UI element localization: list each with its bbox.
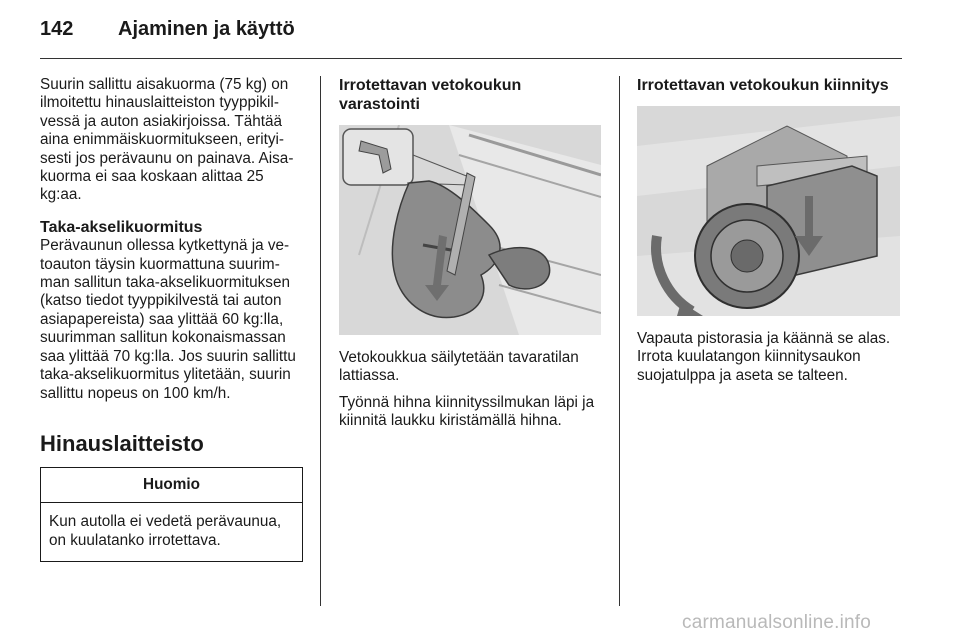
storage-paragraph-2: Työnnä hihna kiinnityssilmukan läpi ja kiinnitä laukku kiristämällä hihna.: [339, 393, 595, 430]
column-divider: [320, 76, 321, 606]
intro-paragraph: Suurin sallittu aisakuorma (75 kg) on ilmoitettu hinauslaitteiston tyyppikilvessä ja auton asiakirjoissa. Tähtää aina enimmäiskuormitukseen, erityisesti jos perävaunu on painava. Aisakuorma ei saa koskaan alittaa 25 kg:aa.: [40, 76, 294, 204]
column-2: [339, 76, 601, 431]
storage-heading: Irrotettavan vetokoukun varastointi: [339, 77, 522, 113]
towbar-mounting-illustration: [637, 106, 900, 316]
towbar-storage-illustration: [339, 125, 601, 335]
chapter-title: Ajaminen ja käyttö: [118, 18, 295, 40]
notice-title: Huomio: [41, 468, 302, 503]
column-1: [40, 76, 303, 562]
column-3: [637, 76, 903, 385]
page-header: [40, 18, 902, 58]
notice-box: [40, 467, 303, 562]
towing-heading: Hinauslaitteisto: [40, 430, 204, 456]
watermark: carmanualsonline.info: [682, 612, 872, 633]
towbar-bag-illustration-svg: [339, 125, 601, 335]
mounting-paragraph-1: Vapauta pistorasia ja käännä se alas. Irrota kuulatangon kiinnitysaukon suojatulppa ja aseta se talteen.: [637, 330, 891, 384]
page-number: 142: [40, 18, 74, 40]
socket-rotation-illustration-svg: [637, 106, 900, 316]
mounting-heading: Irrotettavan vetokoukun kiinnitys: [637, 77, 889, 94]
notice-text: Kun autolla ei vedetä perävaunua, on kuulatanko irrotettava.: [49, 513, 282, 549]
rear-axle-paragraph: Perävaunun ollessa kytkettynä ja vetoauton täysin kuormattuna suurimman sallitun taka-akselikuormituksen (katso tiedot tyyppikilvestä tai auton asiapapereista) saa ylittää 60 kg:lla, suurimman sallitun kokonaismassan saa ylittää 70 kg:lla. Jos suurin sallittu taka-akselikuormitus ylitetään, suurin sallittu nopeus on 100 km/h.: [40, 237, 296, 402]
column-divider: [619, 76, 620, 606]
storage-paragraph-1: Vetokoukkua säilytetään tavaratilan lattiassa.: [339, 349, 579, 385]
header-rule: [40, 58, 902, 59]
rear-axle-heading: Taka-akselikuormitus: [40, 218, 203, 236]
